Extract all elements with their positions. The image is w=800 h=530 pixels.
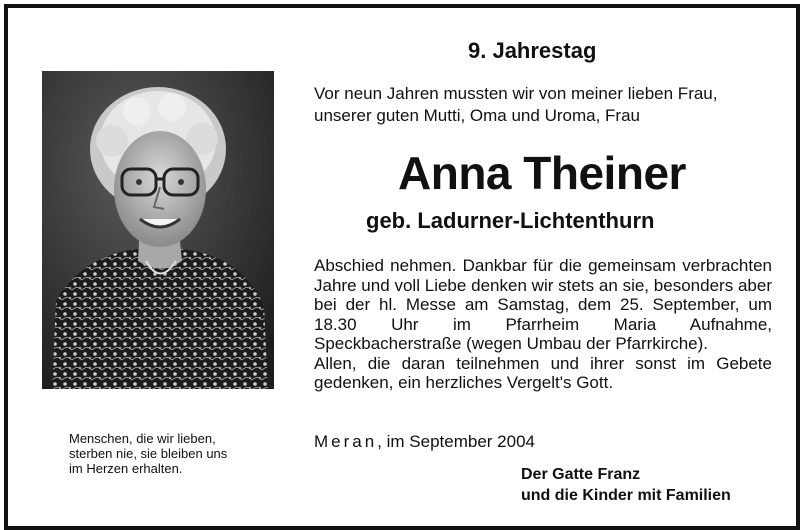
deceased-name: Anna Theiner xyxy=(398,147,686,199)
intro-line: unserer guten Mutti, Oma und Uroma, Frau xyxy=(314,106,640,125)
signature-line: Der Gatte Franz xyxy=(521,466,641,483)
caption-line: Menschen, die wir lieben, xyxy=(69,431,216,446)
notice-body xyxy=(314,256,772,393)
place-name: Meran xyxy=(314,432,378,451)
portrait-image xyxy=(42,71,274,389)
intro-text xyxy=(314,83,784,127)
body-paragraph: Allen, die daran teilnehmen und ihrer sonst im Gebete gedenken, ein herzliches Vergelt's Gott. xyxy=(314,353,772,392)
caption-line: sterben nie, sie bleiben uns xyxy=(69,446,228,461)
date-text: , im September 2004 xyxy=(377,432,535,451)
signature-line: und die Kinder mit Familien xyxy=(521,487,731,504)
caption-line: im Herzen erhalten. xyxy=(69,461,183,476)
anniversary-heading: 9. Jahrestag xyxy=(468,38,597,63)
intro-line: Vor neun Jahren mussten wir von meiner lieben Frau, xyxy=(314,84,718,103)
body-paragraph: Abschied nehmen. Dankbar für die gemeinsam verbrachten Jahre und voll Liebe denken wir stets an sie, besonders aber bei der hl. Messe am Samstag, dem 25. September, um 18.30 Uhr im Pfarrheim Maria Aufnahme, Speckbacherstraße (wegen Umbau der Pfarrkirche). xyxy=(314,256,772,353)
memorial-caption xyxy=(69,431,227,476)
signature-block xyxy=(521,464,731,506)
obituary-notice xyxy=(4,4,800,530)
place-date-line xyxy=(314,432,535,452)
birth-name: geb. Ladurner-Lichtenthurn xyxy=(366,208,655,233)
portrait-photo xyxy=(42,71,274,389)
